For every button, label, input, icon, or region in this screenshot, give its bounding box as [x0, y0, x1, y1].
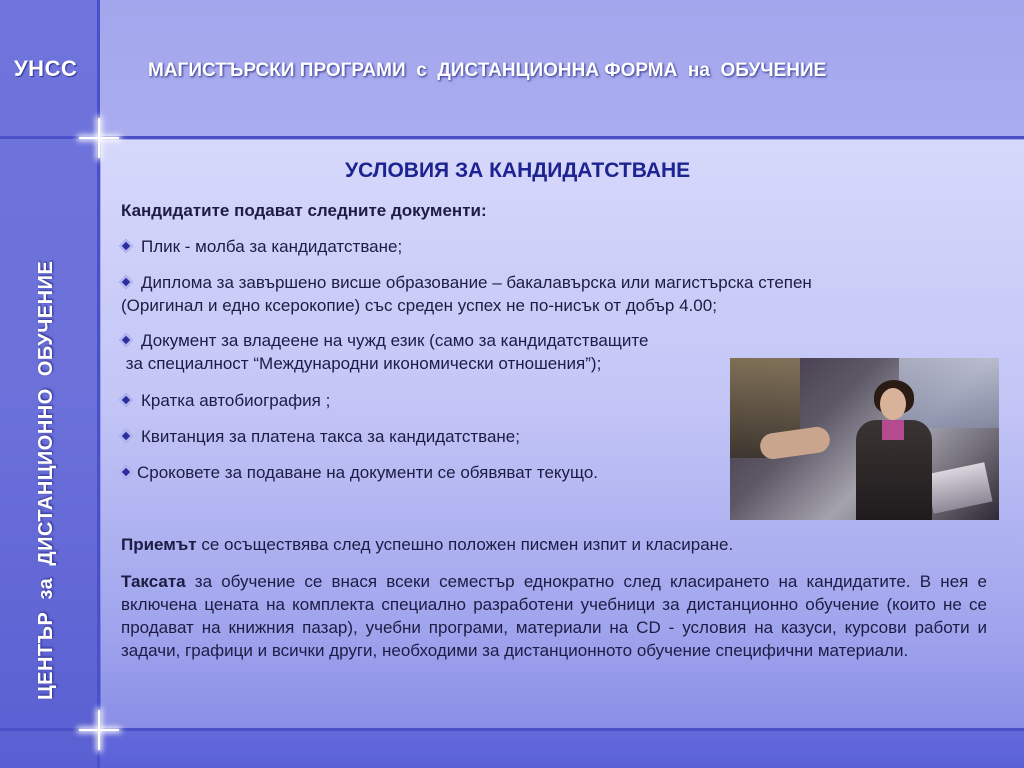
sparkle-icon — [79, 710, 119, 750]
list-item: Кратка автобиография ; — [121, 390, 330, 411]
diamond-bullet-icon — [119, 333, 133, 347]
list-item: Документ за владеене на чужд език (само за кандидатстващите — [121, 330, 648, 351]
sparkle-icon — [79, 118, 119, 158]
fee-paragraph: Таксата за обучение се внася всеки семестър еднократно след класирането на кандидатите. В нея е включена цената на комплекта специално разработени учебници за дистанционно обучение (които не се продават на книжния пазар), учебни програми, материали на CD - условия на казуси, курсови работи и задачи, графици и всички други, необходими за дистанционното обучение специфични материали. — [121, 572, 987, 660]
list-item: Диплома за завършено висше образование – бакалавърска или магистърска степен — [121, 272, 961, 293]
admission-paragraph: Приемът се осъществява след успешно положен писмен изпит и класиране. — [121, 535, 734, 554]
intro-text: Кандидатите подават следните документи: — [121, 201, 487, 220]
diamond-bullet-icon — [119, 275, 133, 289]
list-item: Сроковете за подаване на документи се обявяват текущо. — [121, 462, 598, 483]
diamond-bullet-icon — [119, 239, 133, 253]
sidebar-vertical-title: ЦЕНТЪР за ДИСТАНЦИОННО ОБУЧЕНИЕ — [35, 260, 57, 700]
footer-divider — [0, 728, 1024, 731]
diamond-bullet-icon — [119, 429, 133, 443]
list-item: Плик - молба за кандидатстване; — [121, 236, 402, 257]
collage-photo — [730, 358, 999, 520]
page-title: МАГИСТЪРСКИ ПРОГРАМИ с ДИСТАНЦИОННА ФОРМА на ОБУЧЕНИЕ — [148, 60, 827, 81]
list-item: Квитанция за платена такса за кандидатстване; — [121, 426, 520, 447]
diamond-bullet-icon — [119, 465, 133, 479]
diamond-bullet-icon — [119, 393, 133, 407]
section-title: УСЛОВИЯ ЗА КАНДИДАТСТВАНЕ — [345, 159, 691, 182]
header-divider — [0, 136, 1024, 139]
list-item-continuation: (Оригинал и едно ксерокопие) със среден успех не по-нисък от добър 4.00; — [121, 296, 717, 315]
logo: УНСС — [14, 56, 78, 81]
vertical-divider — [97, 0, 100, 768]
list-item-continuation: за специалност “Международни икономически отношения”); — [121, 354, 602, 373]
